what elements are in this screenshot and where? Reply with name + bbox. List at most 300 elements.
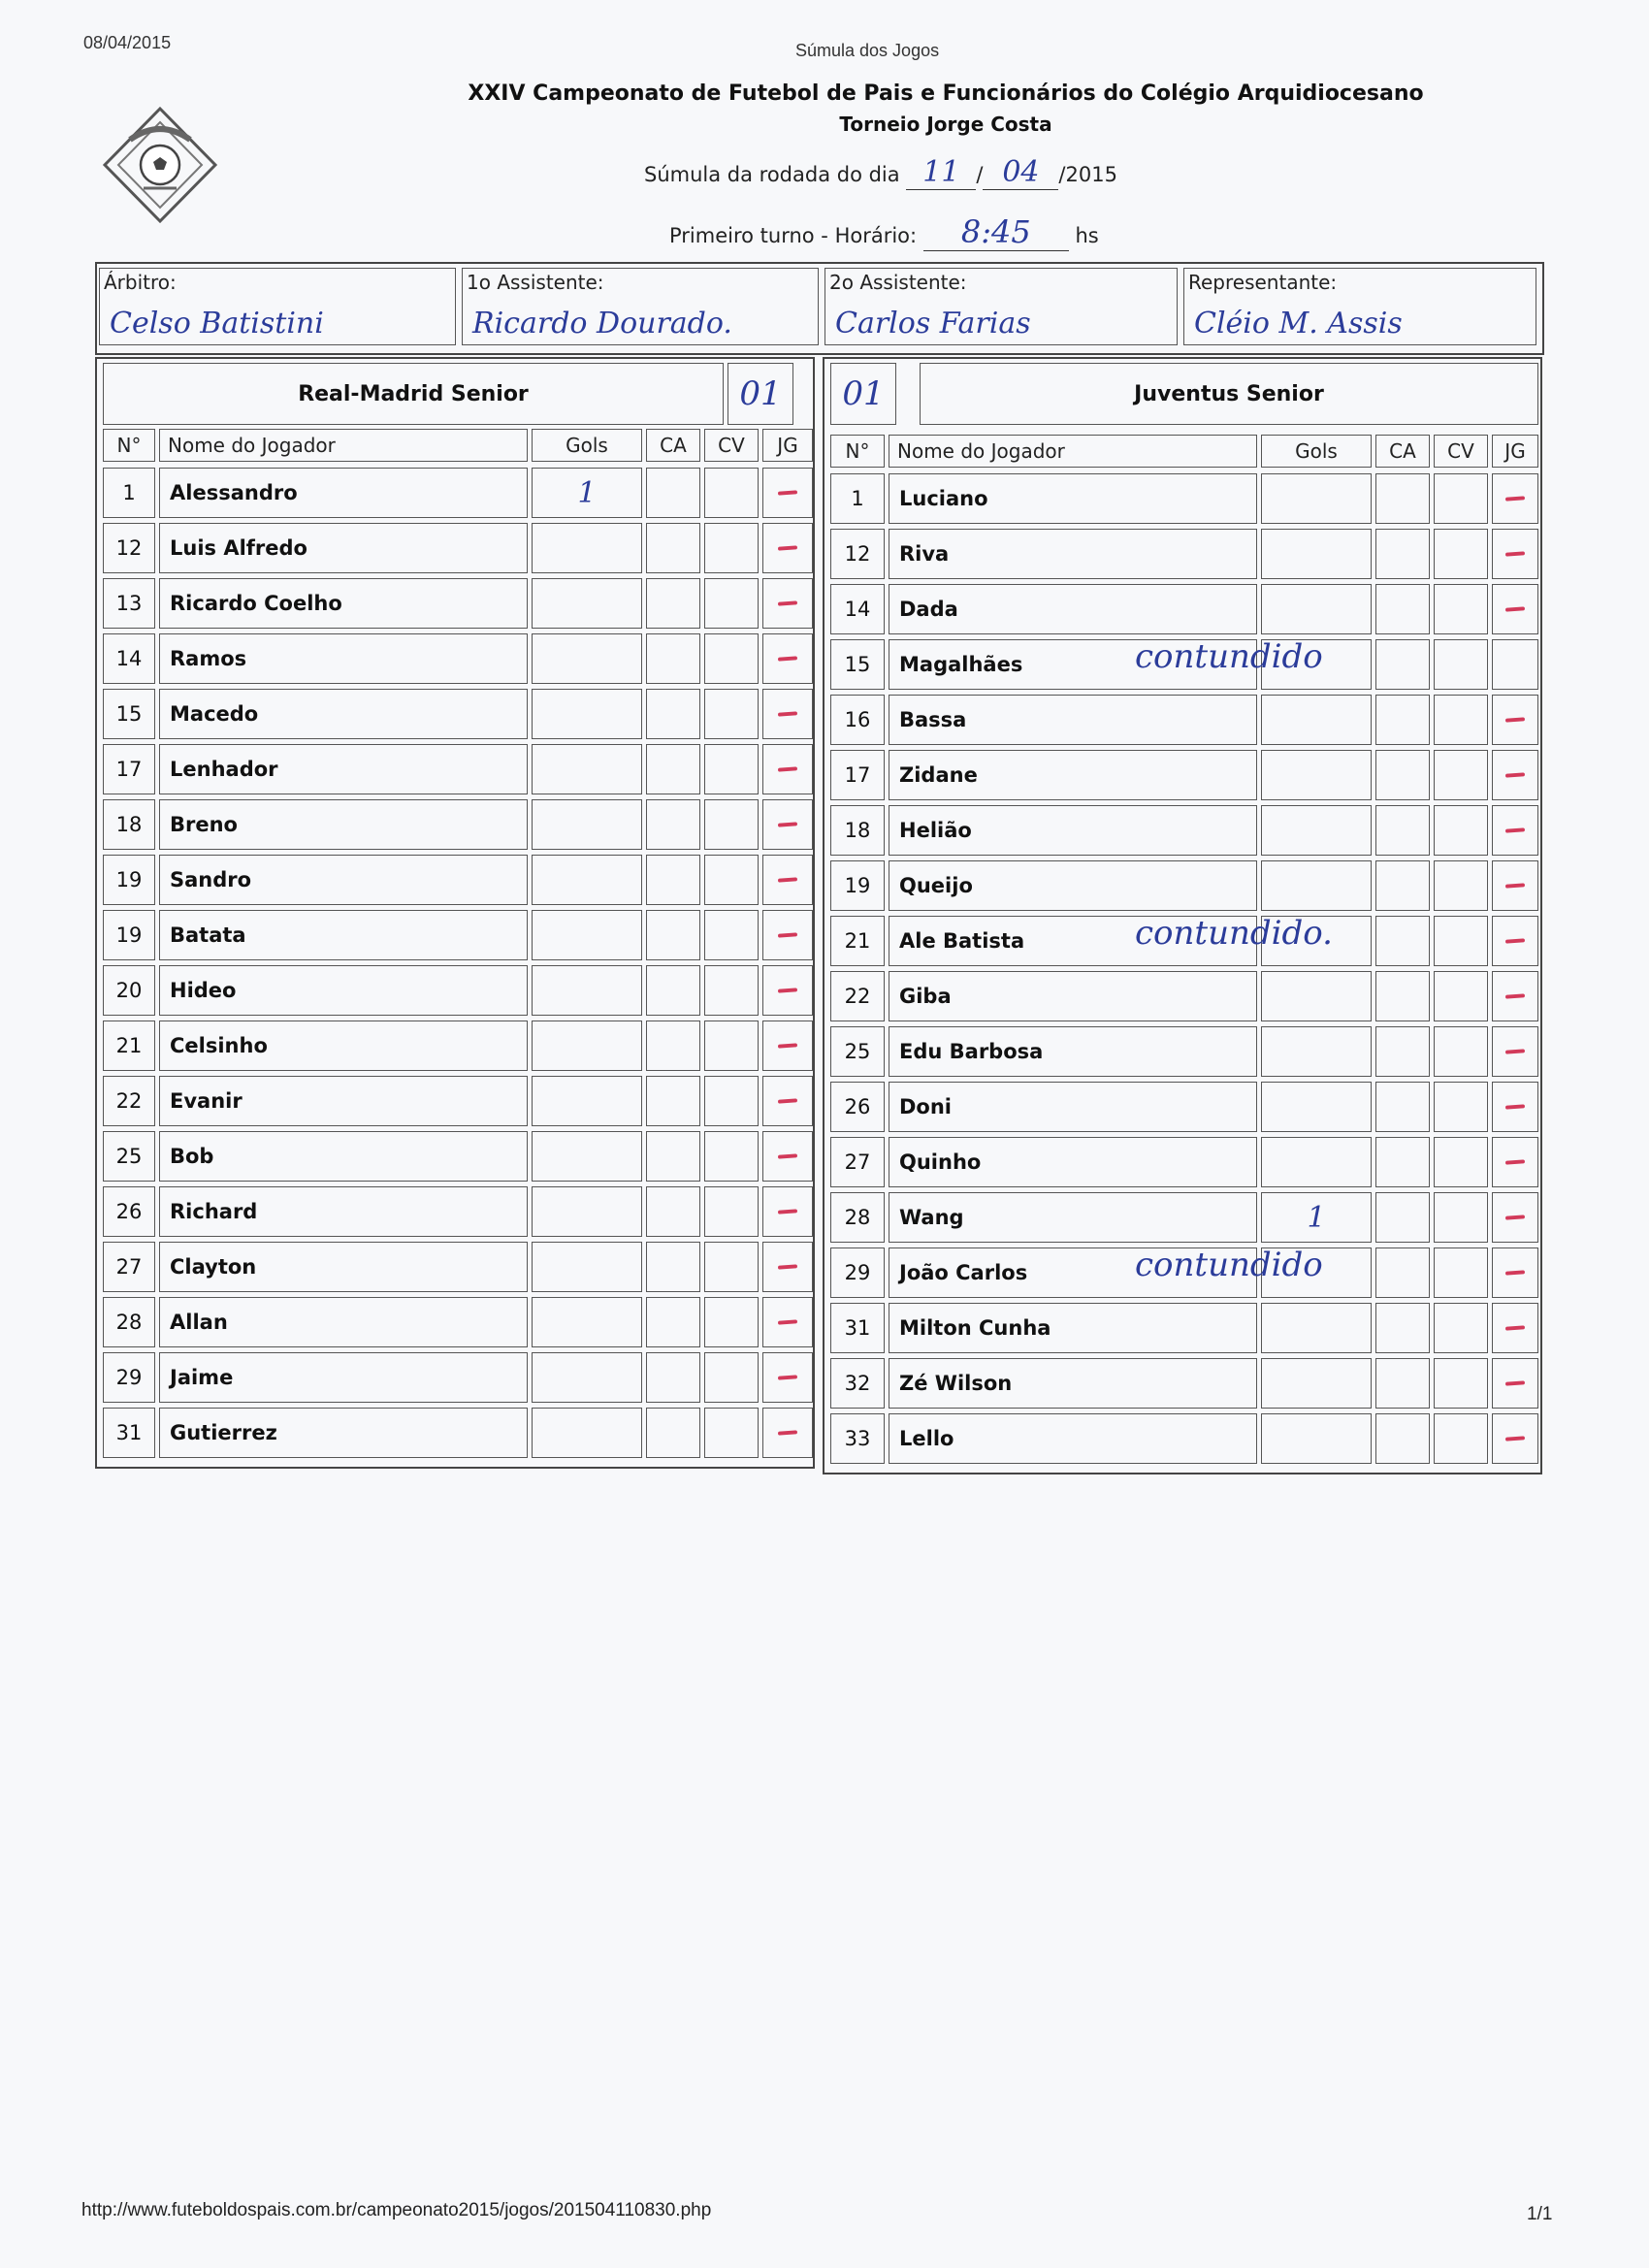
- player-row: [824, 473, 1540, 524]
- player-name-cell: Celsinho: [159, 1021, 528, 1071]
- player-ca-cell: [1375, 860, 1430, 911]
- player-goals-cell: [532, 1242, 642, 1292]
- player-ca-cell: [646, 578, 700, 629]
- team-table-1: [95, 357, 815, 1469]
- column-header-cv: CV: [704, 429, 759, 462]
- player-name-cell: Macedo: [159, 689, 528, 739]
- player-row: [824, 1247, 1540, 1298]
- played-check-mark: [1505, 1159, 1525, 1164]
- column-header-goals: Gols: [1261, 435, 1372, 468]
- player-jg-cell: [1492, 1303, 1538, 1353]
- player-name-cell: Queijo: [889, 860, 1257, 911]
- played-check-mark: [1505, 827, 1525, 832]
- played-check-mark: [1505, 1215, 1525, 1219]
- player-ca-cell: [1375, 1413, 1430, 1464]
- played-check-mark: [1505, 1049, 1525, 1053]
- player-num-cell: 31: [103, 1408, 155, 1458]
- played-check-mark: [778, 1319, 797, 1324]
- player-ca-cell: [1375, 529, 1430, 579]
- player-row: [824, 805, 1540, 856]
- referee-label: Árbitro:: [104, 271, 177, 294]
- played-check-mark: [778, 656, 797, 661]
- player-cv-cell: [704, 855, 759, 905]
- team-name: Real-Madrid Senior: [103, 363, 724, 425]
- player-name-cell: Luis Alfredo: [159, 523, 528, 573]
- played-check-mark: [778, 1430, 797, 1435]
- player-cv-cell: [1434, 1026, 1488, 1077]
- player-num-cell: 27: [830, 1137, 885, 1187]
- player-jg-cell: [1492, 971, 1538, 1021]
- player-jg-cell: [1492, 639, 1538, 690]
- date-label: Súmula da rodada do dia: [644, 163, 900, 186]
- player-ca-cell: [1375, 805, 1430, 856]
- player-goals-cell: [532, 1131, 642, 1182]
- player-cv-cell: [1434, 1358, 1488, 1409]
- player-row: [97, 1186, 813, 1237]
- player-jg-cell: [762, 744, 813, 794]
- footer-url: http://www.futeboldospais.com.br/campeonato2015/jogos/201504110830.php: [81, 2200, 712, 2220]
- player-goals-cell: [1261, 1082, 1372, 1132]
- played-check-mark: [1505, 772, 1525, 777]
- player-ca-cell: [1375, 695, 1430, 745]
- column-header-num: N°: [103, 429, 155, 462]
- player-name-cell: Lenhador: [159, 744, 528, 794]
- player-cv-cell: [704, 799, 759, 850]
- player-row: [97, 799, 813, 850]
- played-check-mark: [778, 1375, 797, 1379]
- player-row: [824, 916, 1540, 966]
- player-jg-cell: [1492, 473, 1538, 524]
- time-value: 8:45: [960, 213, 1031, 250]
- player-cv-cell: [1434, 1303, 1488, 1353]
- player-cv-cell: [704, 965, 759, 1016]
- player-jg-cell: [762, 1352, 813, 1403]
- played-check-mark: [1505, 1104, 1525, 1109]
- player-num-cell: 26: [830, 1082, 885, 1132]
- player-goals-cell: [1261, 695, 1372, 745]
- player-name-cell: Bob: [159, 1131, 528, 1182]
- player-name-cell: Magalhães: [889, 639, 1257, 690]
- played-check-mark: [778, 877, 797, 882]
- player-jg-cell: [1492, 1026, 1538, 1077]
- player-goals-cell: [1261, 1358, 1372, 1409]
- player-cv-cell: [704, 1352, 759, 1403]
- played-check-mark: [1505, 938, 1525, 943]
- player-goals-cell: [532, 1408, 642, 1458]
- player-cv-cell: [704, 744, 759, 794]
- player-num-cell: 1: [830, 473, 885, 524]
- player-cv-cell: [704, 689, 759, 739]
- player-name-cell: Breno: [159, 799, 528, 850]
- player-num-cell: 15: [830, 639, 885, 690]
- player-num-cell: 19: [103, 855, 155, 905]
- player-cv-cell: [1434, 805, 1488, 856]
- date-line: [644, 155, 1117, 190]
- player-goals-cell: [532, 689, 642, 739]
- player-num-cell: 17: [103, 744, 155, 794]
- player-row: [824, 1082, 1540, 1132]
- player-num-cell: 28: [103, 1297, 155, 1347]
- print-title: Súmula dos Jogos: [795, 41, 940, 60]
- played-check-mark: [778, 1153, 797, 1158]
- player-jg-cell: [762, 1297, 813, 1347]
- player-note: contundido: [1135, 637, 1323, 676]
- player-name-cell: Evanir: [159, 1076, 528, 1126]
- player-num-cell: 21: [830, 916, 885, 966]
- player-name-cell: Richard: [159, 1186, 528, 1237]
- column-header-jg: JG: [1492, 435, 1538, 468]
- player-name-cell: Batata: [159, 910, 528, 960]
- player-goals-cell: [1261, 473, 1372, 524]
- player-jg-cell: [1492, 1413, 1538, 1464]
- player-num-cell: 18: [830, 805, 885, 856]
- player-jg-cell: [762, 1242, 813, 1292]
- played-check-mark: [778, 545, 797, 550]
- player-goals-cell: [1261, 860, 1372, 911]
- player-jg-cell: [762, 689, 813, 739]
- team-score: 01: [728, 363, 793, 425]
- player-name-cell: Luciano: [889, 473, 1257, 524]
- player-cv-cell: [1434, 1247, 1488, 1298]
- referee-cell: [99, 268, 456, 345]
- player-jg-cell: [1492, 1192, 1538, 1243]
- representative-value: Cléio M. Assis: [1194, 307, 1403, 340]
- played-check-mark: [1505, 606, 1525, 611]
- player-ca-cell: [1375, 1247, 1430, 1298]
- player-row: [97, 1076, 813, 1126]
- player-ca-cell: [1375, 1082, 1430, 1132]
- player-cv-cell: [1434, 971, 1488, 1021]
- player-goals-cell: [1261, 1026, 1372, 1077]
- player-cv-cell: [704, 1131, 759, 1182]
- played-check-mark: [778, 1098, 797, 1103]
- column-header-cv: CV: [1434, 435, 1488, 468]
- player-jg-cell: [1492, 860, 1538, 911]
- date-separator: /: [976, 163, 984, 186]
- player-name-cell: Quinho: [889, 1137, 1257, 1187]
- player-jg-cell: [1492, 1082, 1538, 1132]
- player-ca-cell: [1375, 1358, 1430, 1409]
- player-cv-cell: [704, 633, 759, 684]
- player-row: [97, 1297, 813, 1347]
- player-row: [97, 523, 813, 573]
- player-cv-cell: [1434, 1082, 1488, 1132]
- player-ca-cell: [646, 1186, 700, 1237]
- player-num-cell: 12: [103, 523, 155, 573]
- column-header-name: Nome do Jogador: [889, 435, 1257, 468]
- player-row: [824, 639, 1540, 690]
- player-jg-cell: [1492, 584, 1538, 634]
- player-jg-cell: [762, 910, 813, 960]
- column-header-num: N°: [830, 435, 885, 468]
- player-ca-cell: [646, 910, 700, 960]
- player-name-cell: Giba: [889, 971, 1257, 1021]
- player-name-cell: Doni: [889, 1082, 1257, 1132]
- player-num-cell: 14: [830, 584, 885, 634]
- player-name-cell: Gutierrez: [159, 1408, 528, 1458]
- player-name-cell: Ricardo Coelho: [159, 578, 528, 629]
- column-header-jg: JG: [762, 429, 813, 462]
- player-cv-cell: [704, 1186, 759, 1237]
- player-num-cell: 29: [103, 1352, 155, 1403]
- player-row: [824, 1358, 1540, 1409]
- player-row: [97, 744, 813, 794]
- player-name-cell: Bassa: [889, 695, 1257, 745]
- player-jg-cell: [762, 1408, 813, 1458]
- player-cv-cell: [704, 910, 759, 960]
- player-num-cell: 12: [830, 529, 885, 579]
- player-name-cell: Jaime: [159, 1352, 528, 1403]
- player-ca-cell: [646, 468, 700, 518]
- player-jg-cell: [1492, 1247, 1538, 1298]
- date-day: 11: [922, 155, 960, 189]
- player-ca-cell: [646, 855, 700, 905]
- player-name-cell: Zidane: [889, 750, 1257, 800]
- player-cv-cell: [1434, 1413, 1488, 1464]
- played-check-mark: [778, 1264, 797, 1269]
- player-row: [824, 529, 1540, 579]
- player-row: [824, 584, 1540, 634]
- player-jg-cell: [762, 1021, 813, 1071]
- time-unit: hs: [1075, 224, 1099, 247]
- player-ca-cell: [646, 744, 700, 794]
- played-check-mark: [1505, 1380, 1525, 1385]
- player-num-cell: 28: [830, 1192, 885, 1243]
- played-check-mark: [778, 600, 797, 605]
- player-ca-cell: [646, 689, 700, 739]
- player-num-cell: 22: [103, 1076, 155, 1126]
- player-goals-cell: [1261, 971, 1372, 1021]
- played-check-mark: [1505, 993, 1525, 998]
- played-check-mark: [1505, 1270, 1525, 1275]
- doc-title: XXIV Campeonato de Futebol de Pais e Funcionários do Colégio Arquidiocesano: [468, 81, 1424, 106]
- player-cv-cell: [704, 1021, 759, 1071]
- player-num-cell: 19: [830, 860, 885, 911]
- player-ca-cell: [646, 799, 700, 850]
- column-header-name: Nome do Jogador: [159, 429, 528, 462]
- player-row: [824, 750, 1540, 800]
- player-goals-cell: [532, 744, 642, 794]
- player-ca-cell: [1375, 1137, 1430, 1187]
- player-jg-cell: [1492, 1137, 1538, 1187]
- assistant2-label: 2o Assistente:: [829, 271, 967, 294]
- player-jg-cell: [762, 855, 813, 905]
- player-num-cell: 20: [103, 965, 155, 1016]
- player-cv-cell: [1434, 639, 1488, 690]
- player-ca-cell: [646, 1408, 700, 1458]
- player-jg-cell: [762, 633, 813, 684]
- player-name-cell: Lello: [889, 1413, 1257, 1464]
- player-row: [824, 1137, 1540, 1187]
- player-row: [824, 1192, 1540, 1243]
- player-num-cell: 1: [103, 468, 155, 518]
- player-row: [97, 1352, 813, 1403]
- player-note: contundido: [1135, 1246, 1323, 1284]
- player-cv-cell: [1434, 584, 1488, 634]
- player-num-cell: 32: [830, 1358, 885, 1409]
- player-ca-cell: [646, 965, 700, 1016]
- player-cv-cell: [1434, 1192, 1488, 1243]
- player-goals-cell: [532, 578, 642, 629]
- time-line: [669, 213, 1099, 251]
- player-row: [97, 468, 813, 518]
- player-ca-cell: [1375, 1303, 1430, 1353]
- player-goals-cell: [532, 1186, 642, 1237]
- player-name-cell: Allan: [159, 1297, 528, 1347]
- player-name-cell: Wang: [889, 1192, 1257, 1243]
- player-row: [97, 689, 813, 739]
- player-name-cell: Sandro: [159, 855, 528, 905]
- player-name-cell: Milton Cunha: [889, 1303, 1257, 1353]
- player-ca-cell: [646, 523, 700, 573]
- date-month-field: [983, 155, 1058, 190]
- player-name-cell: Hideo: [159, 965, 528, 1016]
- player-jg-cell: [762, 523, 813, 573]
- player-jg-cell: [762, 799, 813, 850]
- player-jg-cell: [1492, 805, 1538, 856]
- player-num-cell: 25: [103, 1131, 155, 1182]
- player-num-cell: 19: [103, 910, 155, 960]
- player-row: [97, 855, 813, 905]
- assistant1-value: Ricardo Dourado.: [472, 307, 732, 340]
- player-row: [824, 860, 1540, 911]
- player-row: [824, 1413, 1540, 1464]
- player-name-cell: Ramos: [159, 633, 528, 684]
- player-goals-cell: [532, 1352, 642, 1403]
- player-num-cell: 15: [103, 689, 155, 739]
- played-check-mark: [1505, 1325, 1525, 1330]
- player-cv-cell: [1434, 529, 1488, 579]
- player-ca-cell: [1375, 1192, 1430, 1243]
- played-check-mark: [778, 766, 797, 771]
- player-jg-cell: [762, 578, 813, 629]
- player-name-cell: João Carlos: [889, 1247, 1257, 1298]
- time-field: [923, 213, 1069, 251]
- assistant1-cell: [462, 268, 819, 345]
- player-num-cell: 22: [830, 971, 885, 1021]
- player-cv-cell: [1434, 1137, 1488, 1187]
- player-num-cell: 31: [830, 1303, 885, 1353]
- player-goals-cell: [532, 523, 642, 573]
- date-month: 04: [1002, 155, 1040, 189]
- played-check-mark: [778, 822, 797, 826]
- player-ca-cell: [1375, 639, 1430, 690]
- player-ca-cell: [1375, 916, 1430, 966]
- played-check-mark: [778, 490, 797, 495]
- player-goals-cell: [1261, 1413, 1372, 1464]
- date-year: /2015: [1058, 163, 1117, 186]
- player-ca-cell: [1375, 750, 1430, 800]
- player-name-cell: Riva: [889, 529, 1257, 579]
- player-num-cell: 18: [103, 799, 155, 850]
- player-row: [824, 1303, 1540, 1353]
- player-num-cell: 33: [830, 1413, 885, 1464]
- doc-subtitle: Torneio Jorge Costa: [839, 113, 1052, 136]
- player-ca-cell: [646, 633, 700, 684]
- played-check-mark: [1505, 883, 1525, 888]
- assistant2-cell: [824, 268, 1178, 345]
- player-goals-cell: [1261, 805, 1372, 856]
- player-ca-cell: [646, 1131, 700, 1182]
- played-check-mark: [778, 711, 797, 716]
- player-cv-cell: [1434, 916, 1488, 966]
- player-cv-cell: [704, 1076, 759, 1126]
- played-check-mark: [1505, 496, 1525, 501]
- player-name-cell: Helião: [889, 805, 1257, 856]
- player-jg-cell: [762, 1186, 813, 1237]
- player-cv-cell: [704, 523, 759, 573]
- turn-label: Primeiro turno - Horário:: [669, 224, 918, 247]
- player-cv-cell: [704, 578, 759, 629]
- player-name-cell: Clayton: [159, 1242, 528, 1292]
- player-cv-cell: [1434, 750, 1488, 800]
- player-row: [824, 971, 1540, 1021]
- player-ca-cell: [646, 1021, 700, 1071]
- player-goals-cell: 1: [532, 468, 642, 518]
- player-num-cell: 16: [830, 695, 885, 745]
- player-goals-cell: [532, 1076, 642, 1126]
- played-check-mark: [1505, 1436, 1525, 1441]
- player-jg-cell: [1492, 529, 1538, 579]
- date-day-field: [906, 155, 976, 190]
- player-jg-cell: [1492, 750, 1538, 800]
- player-name-cell: Zé Wilson: [889, 1358, 1257, 1409]
- player-jg-cell: [1492, 916, 1538, 966]
- player-goals-cell: [1261, 1137, 1372, 1187]
- player-jg-cell: [762, 1076, 813, 1126]
- player-ca-cell: [1375, 1026, 1430, 1077]
- print-date: 08/04/2015: [83, 33, 172, 52]
- player-row: [97, 1408, 813, 1458]
- played-check-mark: [1505, 551, 1525, 556]
- player-num-cell: 14: [103, 633, 155, 684]
- player-jg-cell: [1492, 695, 1538, 745]
- assistant1-label: 1o Assistente:: [467, 271, 604, 294]
- played-check-mark: [1505, 717, 1525, 722]
- player-row: [97, 1131, 813, 1182]
- player-num-cell: 29: [830, 1247, 885, 1298]
- officials-table: [95, 262, 1544, 355]
- team-name: Juventus Senior: [920, 363, 1538, 425]
- player-ca-cell: [646, 1242, 700, 1292]
- player-ca-cell: [646, 1297, 700, 1347]
- player-cv-cell: [1434, 473, 1488, 524]
- played-check-mark: [778, 988, 797, 992]
- player-row: [97, 578, 813, 629]
- team-table-2: [823, 357, 1542, 1474]
- player-row: [97, 965, 813, 1016]
- player-cv-cell: [1434, 695, 1488, 745]
- player-cv-cell: [704, 1408, 759, 1458]
- player-num-cell: 26: [103, 1186, 155, 1237]
- player-ca-cell: [646, 1352, 700, 1403]
- player-goals-cell: [532, 1021, 642, 1071]
- team-score: 01: [830, 363, 896, 425]
- player-row: [97, 910, 813, 960]
- player-cv-cell: [1434, 860, 1488, 911]
- player-goals-cell: [532, 855, 642, 905]
- player-goals-cell: [1261, 584, 1372, 634]
- player-name-cell: Edu Barbosa: [889, 1026, 1257, 1077]
- player-num-cell: 21: [103, 1021, 155, 1071]
- player-cv-cell: [704, 1242, 759, 1292]
- player-goals-cell: [532, 799, 642, 850]
- player-note: contundido.: [1135, 914, 1333, 953]
- player-name-cell: Alessandro: [159, 468, 528, 518]
- player-jg-cell: [762, 1131, 813, 1182]
- representative-cell: [1183, 268, 1536, 345]
- player-goals-cell: [532, 965, 642, 1016]
